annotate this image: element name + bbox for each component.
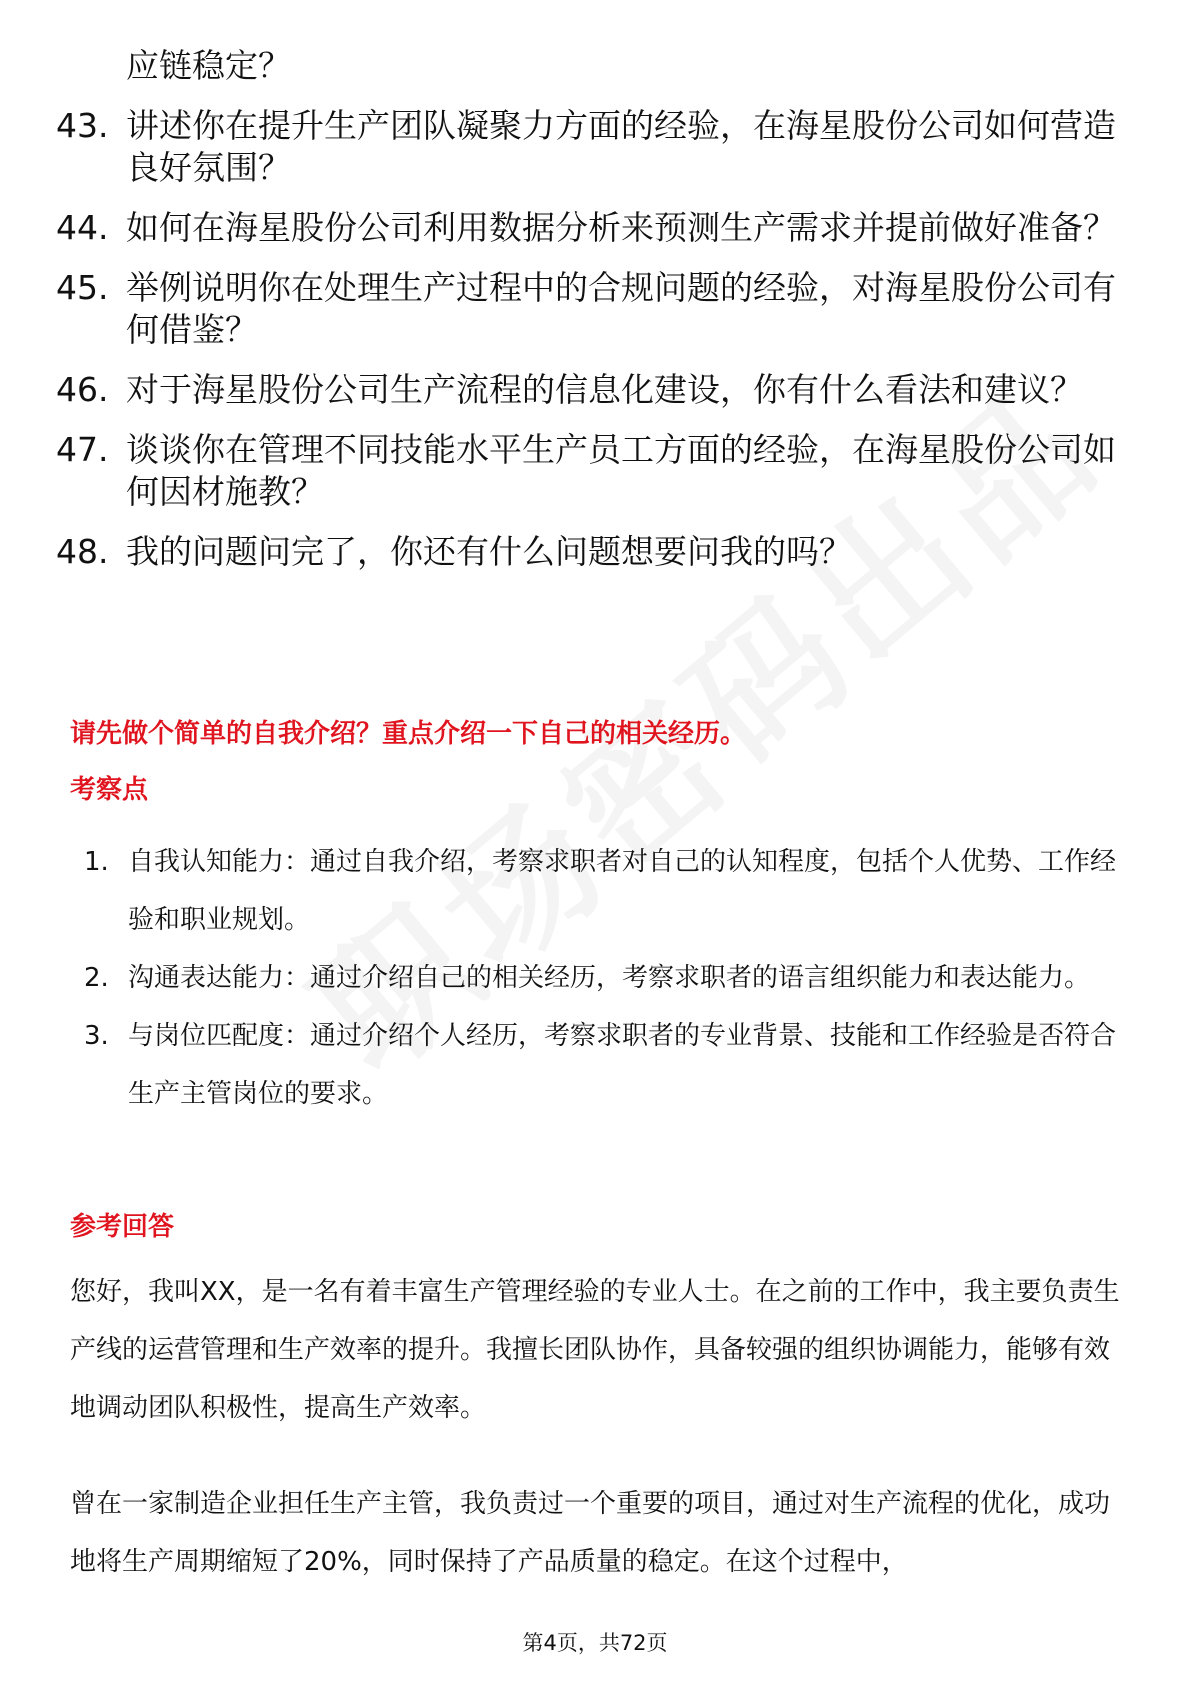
question-item xyxy=(56,207,1136,249)
page-number-footer: 第4页，共72页 xyxy=(522,1631,668,1655)
question-text: 讲述你在提升生产团队凝聚力方面的经验，在海星股份公司如何营造良好氛围？ xyxy=(126,106,1116,187)
answer-paragraph: 您好，我叫XX，是一名有着丰富生产管理经验的专业人士。在之前的工作中，我主要负责生产线的运营管理和生产效率的提升。我擅长团队协作，具备较强的组织协调能力，能够有效地调动团队积极性，提高生产效率。 xyxy=(70,1277,1120,1423)
points-label: 考察点 xyxy=(70,775,149,805)
question-item xyxy=(56,429,1136,513)
point-text: 与岗位匹配度：通过介绍个人经历，考察求职者的专业背景、技能和工作经验是否符合生产主管岗位的要求。 xyxy=(128,1021,1117,1109)
question-text: 对于海星股份公司生产流程的信息化建设，你有什么看法和建议？ xyxy=(126,370,1083,409)
question-item xyxy=(56,369,1136,411)
list-item xyxy=(84,1007,1124,1123)
question-number: 45. xyxy=(56,268,109,307)
list-item xyxy=(84,833,1124,949)
question-item xyxy=(56,105,1136,189)
question-list xyxy=(56,45,1136,591)
point-text: 沟通表达能力：通过介绍自己的相关经历，考察求职者的语言组织能力和表达能力。 xyxy=(128,963,1091,993)
question-number: 47. xyxy=(56,430,109,469)
question-text: 谈谈你在管理不同技能水平生产员工方面的经验，在海星股份公司如何因材施教？ xyxy=(126,430,1116,511)
answer-paragraph: 曾在一家制造企业担任生产主管，我负责过一个重要的项目，通过对生产流程的优化，成功地将生产周期缩短了20%，同时保持了产品质量的稳定。在这个过程中， xyxy=(70,1489,1111,1577)
assessment-points-list xyxy=(84,833,1124,1123)
answer-label: 参考回答 xyxy=(70,1212,175,1242)
section-title: 请先做个简单的自我介绍？重点介绍一下自己的相关经历。 xyxy=(70,719,747,749)
point-text: 自我认知能力：通过自我介绍，考察求职者对自己的认知程度，包括个人优势、工作经验和职业规划。 xyxy=(128,847,1117,935)
question-number: 44. xyxy=(56,208,109,247)
question-continuation: 应链稳定？ xyxy=(126,46,291,85)
point-number: 2. xyxy=(84,963,109,993)
question-number: 46. xyxy=(56,370,109,409)
question-text: 举例说明你在处理生产过程中的合规问题的经验，对海星股份公司有何借鉴？ xyxy=(126,268,1116,349)
point-number: 1. xyxy=(84,847,109,877)
question-item xyxy=(56,267,1136,351)
question-number: 43. xyxy=(56,106,109,145)
question-text: 如何在海星股份公司利用数据分析来预测生产需求并提前做好准备？ xyxy=(126,208,1116,247)
question-item xyxy=(56,531,1136,573)
list-item xyxy=(84,949,1124,1007)
point-number: 3. xyxy=(84,1021,109,1051)
question-text: 我的问题问完了，你还有什么问题想要问我的吗？ xyxy=(126,532,852,571)
question-number: 48. xyxy=(56,532,109,571)
